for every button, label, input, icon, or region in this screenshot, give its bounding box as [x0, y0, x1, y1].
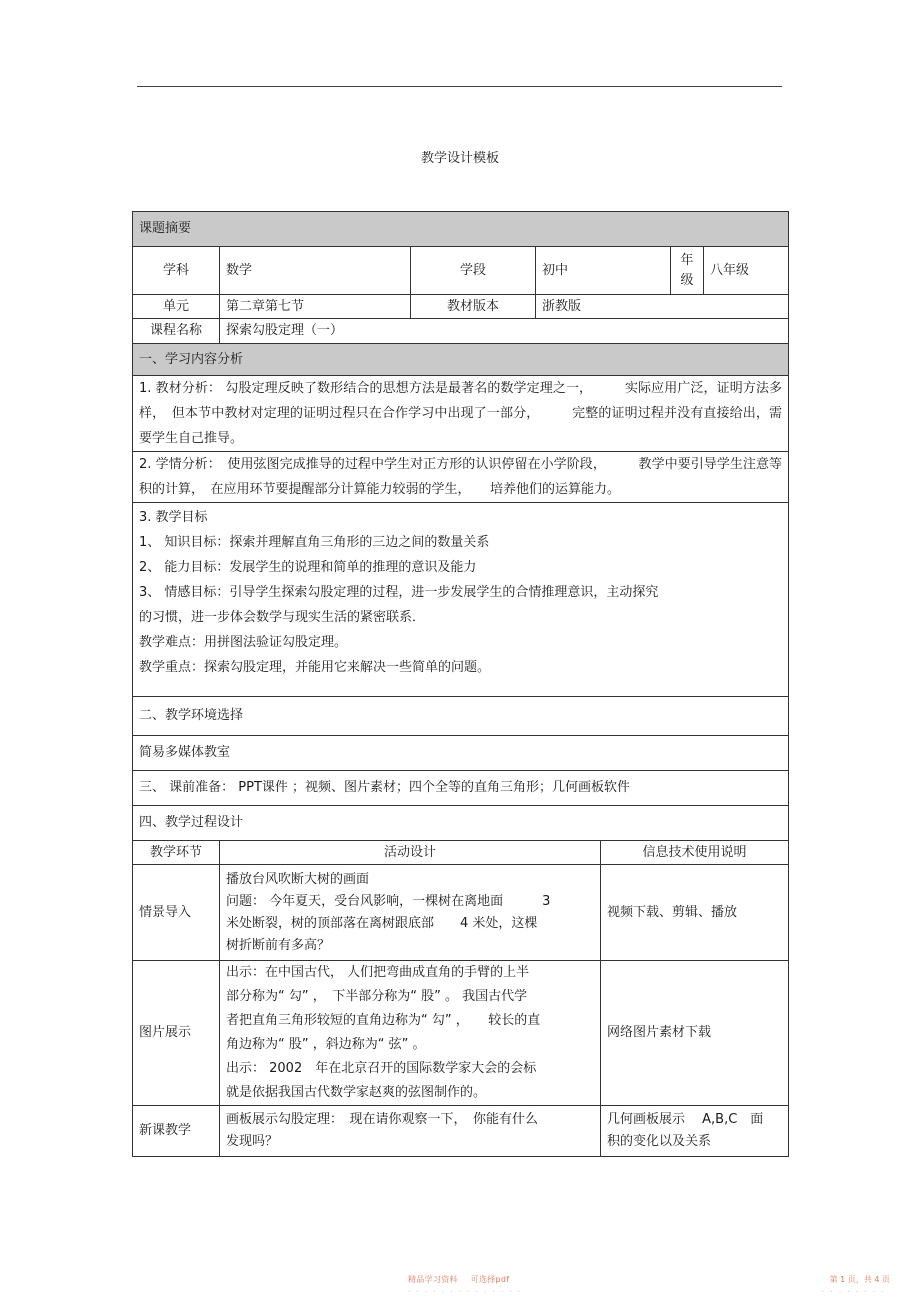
- goal-line: 的习惯，进一步体会数学与现实生活的紧密联系．: [139, 610, 426, 625]
- activity-cell: [220, 1106, 601, 1157]
- activity-line: 部分称为“ 勾” ， 下半部分称为“ 股” 。 我国古代学: [226, 989, 528, 1004]
- subject-label: 学科: [133, 247, 220, 295]
- activity-line: 出示： 2002 年在北京召开的国际数学家大会的会标: [226, 1061, 537, 1076]
- student-analysis: 2. 学情分析： 使用弦图完成推导的过程中学生对正方形的认识停留在小学阶段， 教学中要引导学生注意等积的计算， 在应用环节要提醒部分计算能力较弱的学生， 培养他们的运算能力。: [133, 452, 789, 503]
- environment-value: 简易多媒体教室: [133, 736, 789, 771]
- goal-line: 1、 知识目标：探索并理解直角三角形的三边之间的数量关系: [139, 535, 490, 550]
- grade-label-line1: 年: [680, 252, 694, 268]
- grade-label-line2: 级: [680, 272, 694, 288]
- activity-line: 发现吗？: [226, 1134, 279, 1149]
- grade-label: [671, 247, 704, 295]
- activity-line: 播放台风吹断大树的画面: [226, 871, 370, 887]
- tech-line: 积的变化以及关系: [607, 1134, 712, 1149]
- footer-dots-left: · · · · · · · · · · · · · ·: [408, 1288, 523, 1296]
- tech-cell: [601, 1106, 789, 1157]
- activity-cell: [220, 865, 601, 961]
- stage-cell: 新课教学: [133, 1106, 220, 1157]
- summary-header: 课题摘要: [133, 212, 789, 247]
- section2-header: 二、教学环境选择: [133, 697, 789, 736]
- activity-line: 画板展示勾股定理： 现在请你观察一下， 你能有什么: [226, 1112, 539, 1127]
- goal-line: 3. 教学目标: [139, 510, 208, 525]
- footer-watermark: [408, 1274, 519, 1285]
- edition-label: 教材版本: [411, 295, 536, 319]
- table-row: [133, 865, 789, 961]
- tech-cell: 视频下载、剪辑、播放: [601, 865, 789, 961]
- section3-preparation: 三、 课前准备： PPT课件 ；视频、图片素材；四个全等的直角三角形；几何画板软件: [133, 771, 789, 806]
- activity-cell: [220, 961, 601, 1106]
- activity-line: 角边称为“ 股” ，斜边称为“ 弦” 。: [226, 1037, 426, 1052]
- column-header: 活动设计: [220, 841, 601, 865]
- footer-text-2: 可选择pdf: [470, 1275, 510, 1284]
- footer-dots-right: · · · · · · · ·: [822, 1288, 886, 1296]
- footer-text-1: 精品学习资料: [408, 1275, 458, 1284]
- goal-line: 3、 情感目标：引导学生探索勾股定理的过程，进一步发展学生的合情推理意识，主动探究: [139, 585, 659, 600]
- document-title: 教学设计模板: [420, 151, 499, 166]
- stage-value: 初中: [536, 247, 671, 295]
- activity-line: 问题： 今年夏天，受台风影响，一棵树在离地面 3: [226, 893, 551, 909]
- stage-cell: 图片展示: [133, 961, 220, 1106]
- teaching-goals: [133, 503, 789, 697]
- activity-line: 树折断前有多高？: [226, 937, 331, 953]
- course-label: 课程名称: [133, 319, 220, 344]
- activity-line: 出示：在中国古代， 人们把弯曲成直角的手臂的上半: [226, 965, 530, 980]
- goal-line: 教学重点：探索勾股定理，并能用它来解决一些简单的问题。: [139, 660, 491, 675]
- column-header: 教学环节: [133, 841, 220, 865]
- activity-line: 者把直角三角形较短的直角边称为“ 勾” ， 较长的直: [226, 1013, 541, 1028]
- edition-value: 浙教版: [536, 295, 789, 319]
- textbook-analysis: 1. 教材分析： 勾股定理反映了数形结合的思想方法是最著名的数学定理之一， 实际应用广泛，证明方法多样， 但本节中教材对定理的证明过程只在合作学习中出现了一部分， 完整的证明过程并没有直接给出，需要学生自己推导。: [133, 376, 789, 452]
- unit-label: 单元: [133, 295, 220, 319]
- goal-line: 2、 能力目标：发展学生的说理和简单的推理的意识及能力: [139, 560, 477, 575]
- goal-line: 教学难点：用拼图法验证勾股定理。: [139, 635, 348, 650]
- top-rule: [137, 86, 782, 87]
- tech-cell: 网络图片素材下载: [601, 961, 789, 1106]
- course-value: 探索勾股定理（一）: [220, 319, 789, 344]
- activity-line: 米处断裂，树的顶部落在离树跟底部 4 米处，这棵: [226, 915, 538, 931]
- lesson-plan-table: [132, 211, 788, 1157]
- unit-value: 第二章第七节: [220, 295, 411, 319]
- table-row: [133, 1106, 789, 1157]
- page-number: 第 1 页，共 4 页: [829, 1275, 890, 1284]
- section4-header: 四、教学过程设计: [133, 806, 789, 841]
- section1-header: 一、学习内容分析: [133, 344, 789, 376]
- subject-value: 数学: [220, 247, 411, 295]
- column-header: 信息技术使用说明: [601, 841, 789, 865]
- grade-value: 八年级: [704, 247, 789, 295]
- table-row: [133, 961, 789, 1106]
- stage-label: 学段: [411, 247, 536, 295]
- stage-cell: 情景导入: [133, 865, 220, 961]
- activity-line: 就是依据我国古代数学家赵爽的弦图制作的。: [226, 1085, 487, 1100]
- tech-line: 几何画板展示 A,B,C 面: [607, 1112, 764, 1127]
